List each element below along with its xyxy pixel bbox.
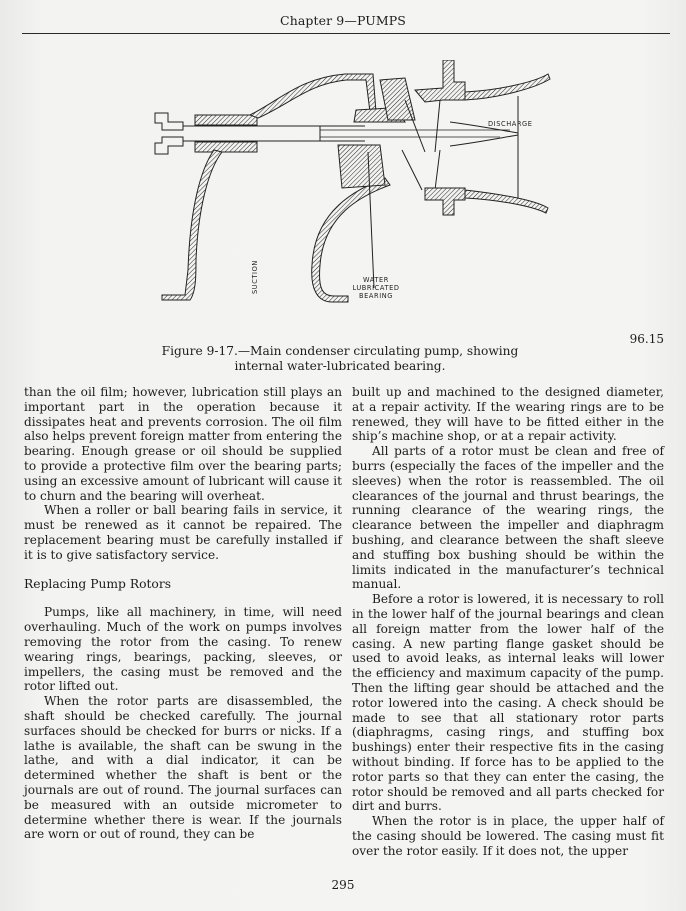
bearing-label-line2: LUBRICATED bbox=[352, 284, 400, 292]
figure-reference-number: 96.15 bbox=[629, 332, 664, 346]
header-rule bbox=[22, 33, 670, 34]
suction-label: SUCTION bbox=[251, 260, 259, 294]
right-column bbox=[352, 385, 664, 859]
left-column bbox=[24, 385, 342, 842]
paragraph: When a roller or ball bearing fails in service, it must be renewed as it cannot be repaired. The replacement bearing must be carefully installed if it is to give satisfactory service. bbox=[24, 503, 342, 562]
paragraph: than the oil film; however, lubrication still plays an important part in the operation because it dissipates heat and prevents corrosion. The oil film also helps prevent foreign matter from entering the bearing. Enough grease or oil should be supplied to provide a protective film over the bearing parts; using an excessive amount of lubricant will cause it to churn and the bearing will overheat. bbox=[24, 385, 342, 503]
bearing-label-line3: BEARING bbox=[359, 292, 393, 300]
paragraph: Pumps, like all machinery, in time, will need overhauling. Much of the work on pumps involves removing the rotor from the casing. To renew wearing rings, bearings, packing, sleeves, or impellers, the casing must be removed and the rotor lifted out. bbox=[24, 605, 342, 694]
bearing-label-line1: WATER bbox=[363, 276, 389, 284]
pump-diagram-icon bbox=[140, 60, 560, 330]
running-head: Chapter 9—PUMPS bbox=[280, 13, 406, 28]
pump-cross-section-figure bbox=[140, 60, 560, 330]
section-heading: Replacing Pump Rotors bbox=[24, 576, 172, 591]
paragraph: Before a rotor is lowered, it is necessary to roll in the lower half of the journal bearings and clean all foreign matter from the lower half of the casing. A new parting flange gasket should be used to avoid leaks, as internal leaks will lower the efficiency and maximum capacity of the pump. Then the lifting gear should be attached and the rotor lowered into the casing. A check should be made to see that all stationary rotor parts (diaphragms, casing rings, and stuffing box bushings) enter their respective fits in the casing without binding. If force has to be applied to the rotor parts so that they can enter the casing, the rotor should be removed and all parts checked for dirt and burrs. bbox=[352, 592, 664, 814]
page-number: 295 bbox=[331, 878, 355, 892]
paragraph: When the rotor parts are disassembled, the shaft should be checked carefully. The journal surfaces should be checked for burrs or nicks. If a lathe is available, the shaft can be swung in the lathe, and with a dial indicator, it can be determined whether the shaft is bent or the journals are out of round. The journal surfaces can be measured with an outside micrometer to determine whether there is wear. If the journals are worn or out of round, they can be bbox=[24, 694, 342, 842]
paragraph: built up and machined to the designed diameter, at a repair activity. If the wearing rings are to be renewed, they will have to be fitted either in the ship’s machine shop, or at a repair activity. bbox=[352, 385, 664, 444]
figure-caption bbox=[150, 344, 530, 373]
caption-line-2: internal water-lubricated bearing. bbox=[234, 358, 446, 373]
caption-line-1: Figure 9-17.—Main condenser circulating pump, showing bbox=[161, 344, 519, 358]
discharge-label: DISCHARGE bbox=[488, 120, 533, 128]
paragraph: All parts of a rotor must be clean and free of burrs (especially the faces of the impeller and the sleeves) when the rotor is reassembled. The oil clearances of the journal and thrust bearings, the running clearance of the wearing rings, the clearance between the impeller and diaphragm bushing, and clearance between the shaft sleeve and stuffing box bushing should be within the limits indicated in the manufacturer’s technical manual. bbox=[352, 444, 664, 592]
paragraph: When the rotor is in place, the upper half of the casing should be lowered. The casing must fit over the rotor easily. If it does not, the upper bbox=[352, 814, 664, 858]
